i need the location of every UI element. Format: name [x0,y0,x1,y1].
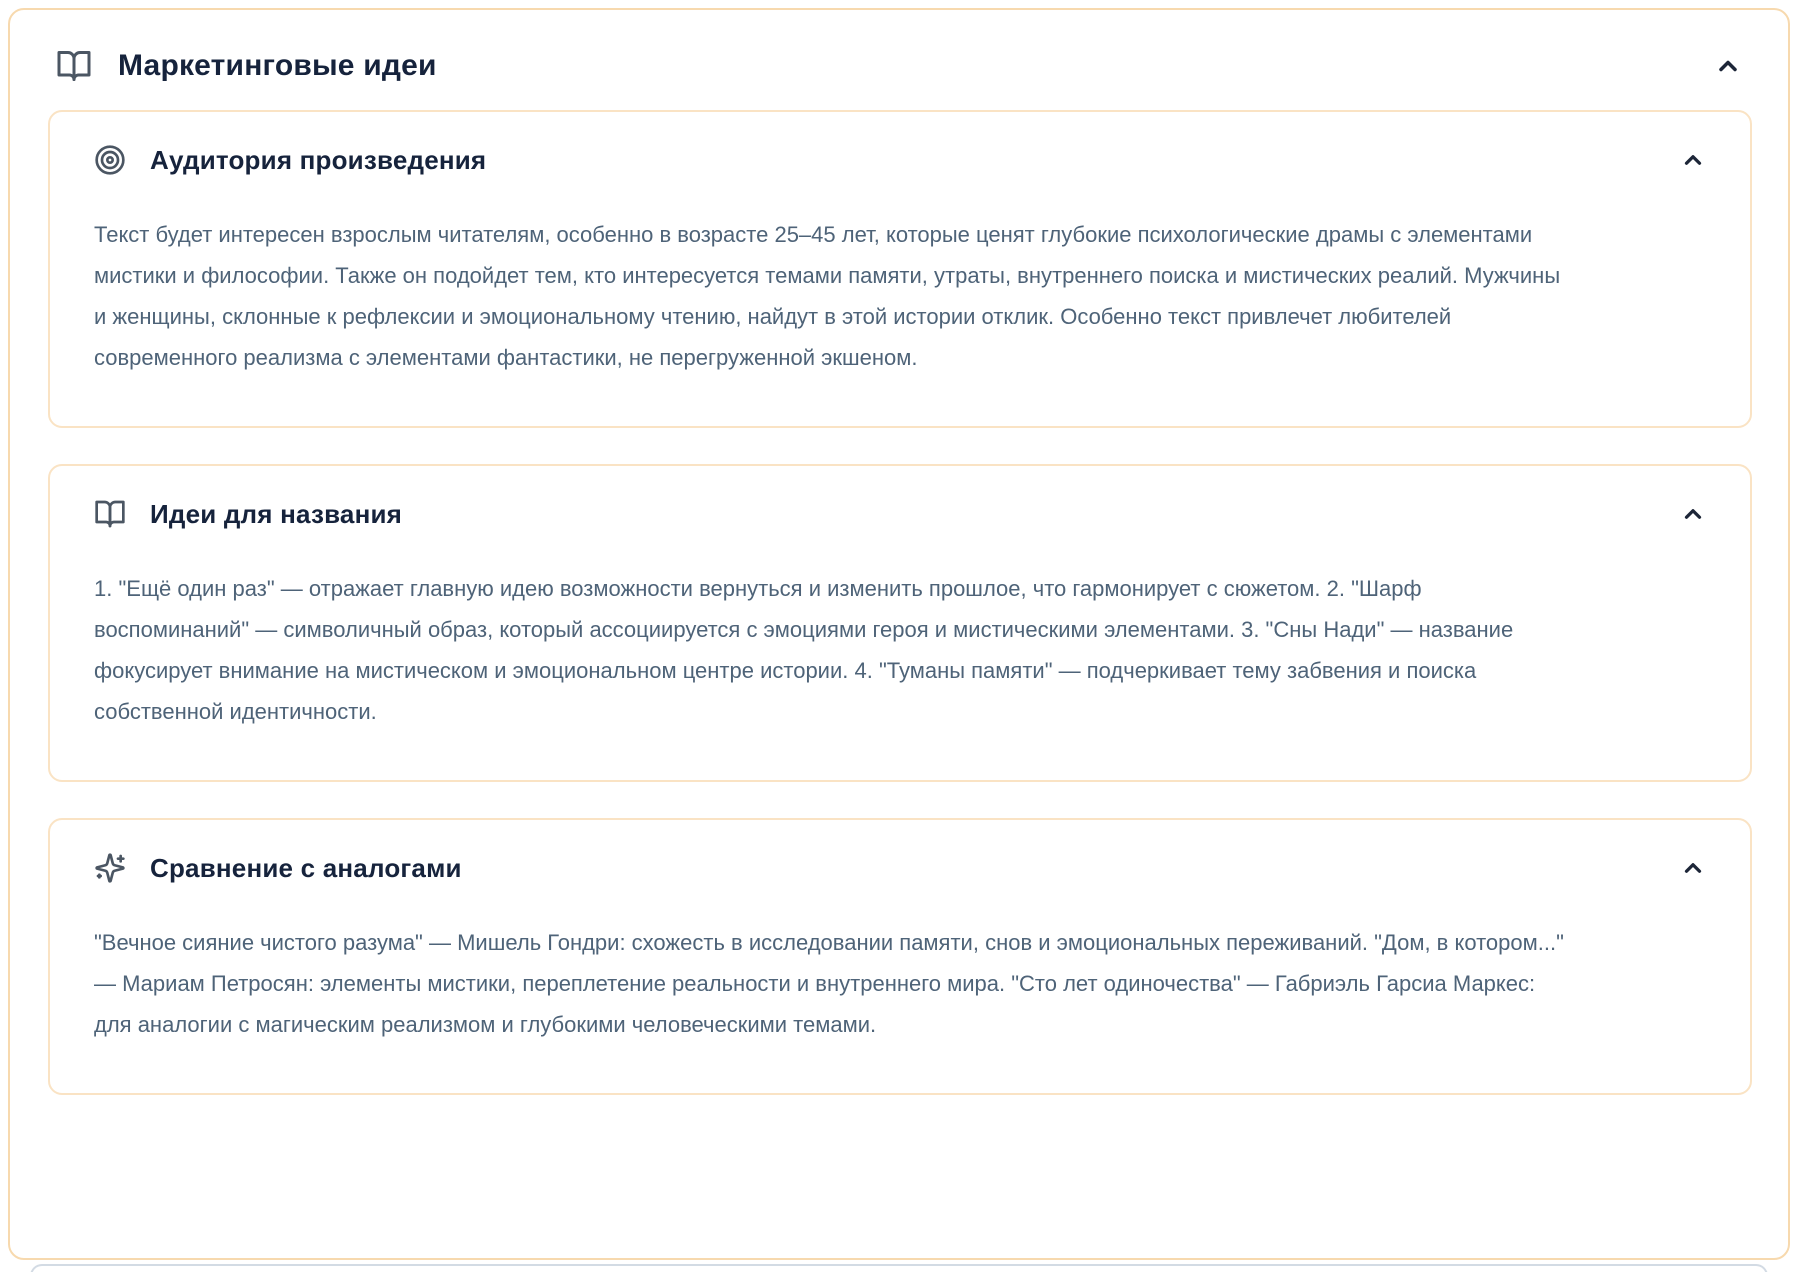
chevron-up-icon [1680,855,1706,881]
collapse-panel-button[interactable] [1714,52,1742,80]
card-title-ideas [48,464,1752,782]
chevron-up-icon [1714,52,1742,80]
sparkles-icon [94,852,126,884]
target-icon [94,144,126,176]
card-header [94,852,1706,884]
card-title: Идеи для названия [150,498,403,529]
card-audience [48,110,1752,428]
card-body-text: Текст будет интересен взрослым читателям, особенно в возрасте 25–45 лет, которые ценят глубокие психологические драмы с элементами мистики и философии. Также он подойдет тем, кто интересуется темами памяти, утраты, внутреннего поиска и мистических реалий. Мужчины и женщины, склонные к рефлексии и эмоциональному чтению, найдут в этой истории отклик. Особенно текст привлечет любителей современного реализма с элементами фантастики, не перегруженной экшеном. [94,222,1561,370]
book-open-icon [56,48,92,84]
chevron-up-icon [1680,147,1706,173]
chevron-up-icon [1680,501,1706,527]
card-title: Аудитория произведения [150,144,487,175]
book-open-icon [94,498,126,530]
collapse-section-button[interactable] [1680,501,1706,527]
next-section-edge [30,1264,1768,1272]
card-header [94,498,1706,530]
card-title: Сравнение с аналогами [150,852,462,883]
panel-header [48,34,1752,110]
card-body-text: 1. "Ещё один раз" — отражает главную идею возможности вернуться и изменить прошлое, что гармонирует с сюжетом. 2. "Шарф воспоминаний" — символичный образ, который ассоциируется с эмоциями героя и мистическими элементами. 3. "Сны Нади" — название фокусирует внимание на мистическом и эмоциональном центре истории. 4. "Туманы памяти" — подчеркивает тему забвения и поиска собственной идентичности. [94,576,1514,724]
card-header [94,144,1706,176]
collapse-section-button[interactable] [1680,855,1706,881]
panel-title: Маркетинговые идеи [118,49,437,82]
collapse-section-button[interactable] [1680,147,1706,173]
card-body-text: "Вечное сияние чистого разума" — Мишель Гондри: схожесть в исследовании памяти, снов и эмоциональных переживаний. "Дом, в котором..." — Мариам Петросян: элементы мистики, переплетение реальности и внутреннего мира. "Сто лет одиночества" — Габриэль Гарсиа Маркес: для аналогии с магическим реализмом и глубокими человеческими темами. [94,930,1564,1037]
card-analogues [48,818,1752,1095]
marketing-ideas-panel [8,8,1790,1260]
